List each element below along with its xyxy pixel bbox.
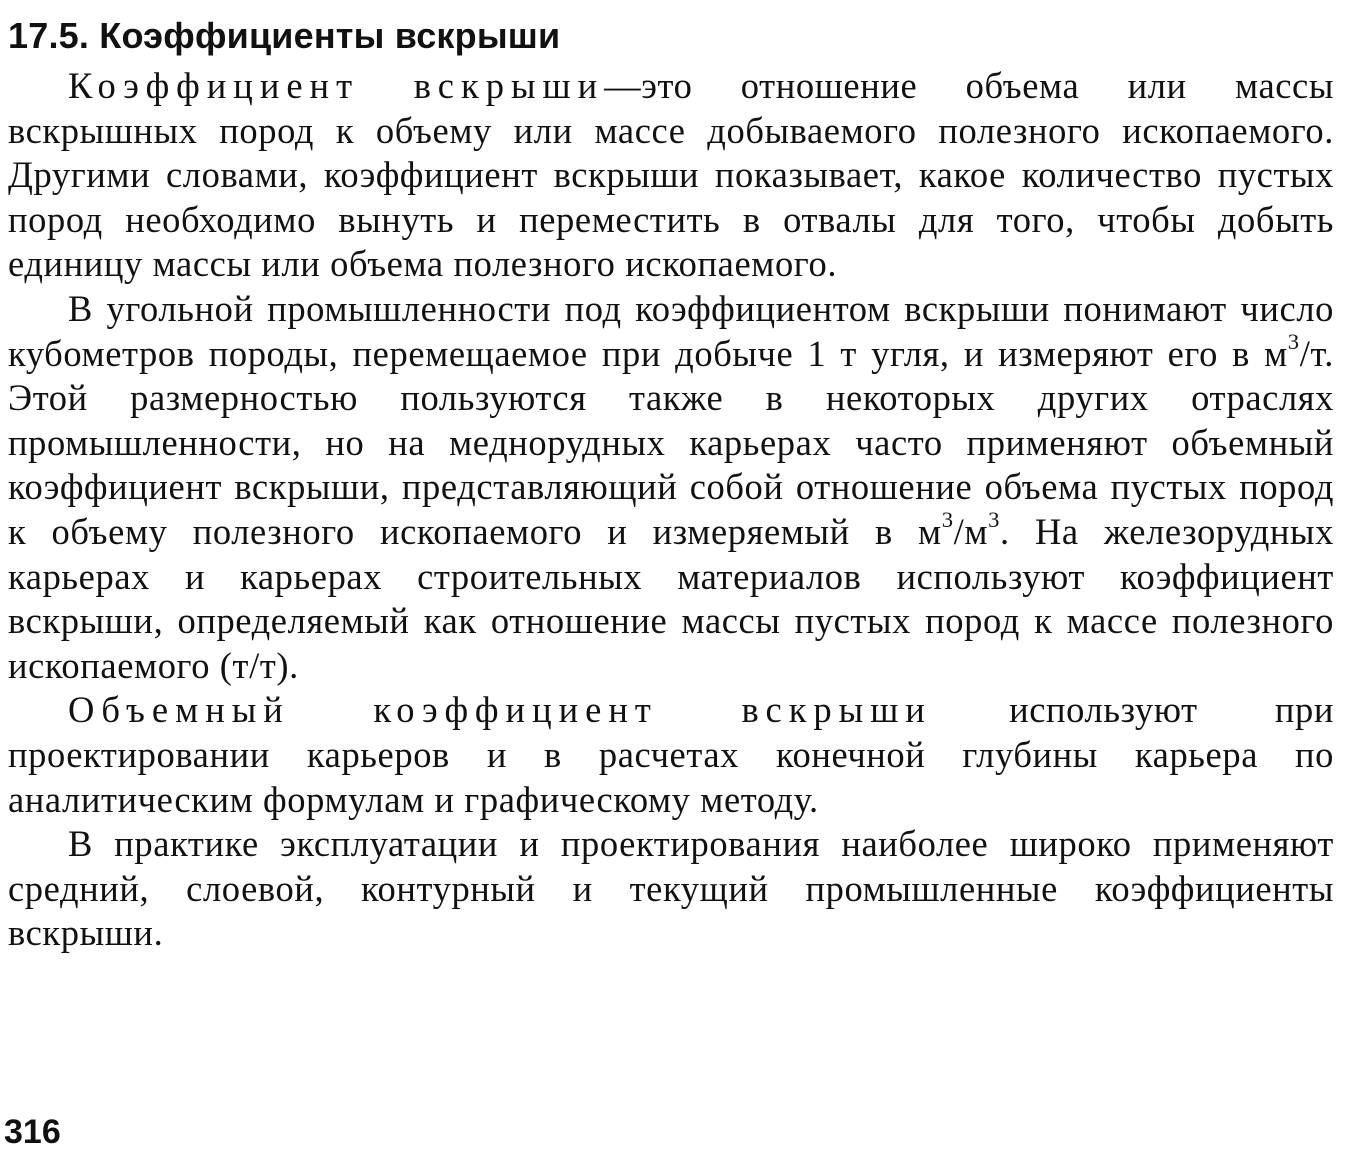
book-page [8,12,1334,956]
term-volumetric-ratio: Объемный коэффициент вскрыши [68,689,932,731]
paragraph-volumetric [8,688,1334,822]
paragraph-units-text-1: В угольной промышленности под коэффициентом вскрыши понимают число кубометров породы, перемещаемое при добыче 1 т угля, и измеряют его в м [8,287,1334,374]
paragraph-definition [8,64,1334,287]
paragraph-units-text-4: . На железорудных карьерах и карьерах строительных материалов используют коэффициент вскрыши, определяемый как отношение массы пустых пород к массе полезного ископаемого (т/т). [8,510,1335,686]
paragraph-units [8,287,1334,688]
page-number: 316 [4,1113,61,1151]
section-heading: 17.5. Коэффициенты вскрыши [8,15,561,56]
paragraph-units-text-3: /м [953,510,989,552]
superscript-3: 3 [988,506,1001,532]
superscript-3: 3 [1287,328,1300,354]
paragraph-definition-text: —это отношение объема или массы вскрышных пород к объему или массе добываемого полезного ископаемого. Другими словами, коэффициент вскрыши показывает, какое количество пустых пород необходимо вынуть и переместить в отвалы для того, чтобы добыть единицу массы или объема полезного ископаемого. [8,65,1334,285]
paragraph-volumetric-text: используют при проектировании карьеров и в расчетах конечной глубины карьера по аналитическим формулам и графическому методу. [8,689,1334,820]
term-stripping-ratio: Коэффициент вскрыши [68,65,605,106]
paragraph-units-text-2: /т. Этой размерностью пользуются также в некоторых других отраслях промышленности, но на меднорудных карьерах часто применяют объемный коэффициент вскрыши, представляющий собой отношение объема пустых пород к объему полезного ископаемого и измеряемый в м [8,332,1334,552]
paragraph-practice: В практике эксплуатации и проектирования наиболее широко применяют средний, слоевой, контурный и текущий промышленные коэффициенты вскрыши. [8,823,1334,954]
superscript-3: 3 [941,506,954,532]
